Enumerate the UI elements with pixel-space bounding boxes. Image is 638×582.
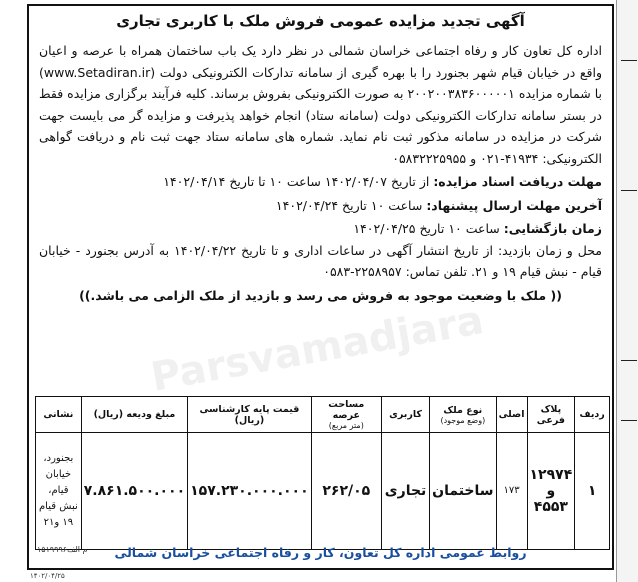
deadline-offer-value: ساعت ۱۰ تاریخ ۱۴۰۲/۰۴/۲۴ bbox=[275, 197, 423, 213]
th-plate-label: پلاک bbox=[540, 403, 562, 415]
th-usage: کاربری bbox=[381, 397, 429, 433]
cell-base-price: ۱۵۷.۲۳۰.۰۰۰.۰۰۰ bbox=[188, 433, 312, 550]
ad-code: ۱۵۱۹۹۹۶م الف bbox=[37, 545, 88, 554]
table-row bbox=[36, 433, 610, 550]
cell-row: ۱ bbox=[575, 433, 610, 550]
th-row: ردیف bbox=[575, 397, 610, 433]
th-type-label: نوع ملک bbox=[443, 404, 483, 416]
deadline-docs-value: از تاریخ ۱۴۰۲/۰۴/۰۷ ساعت ۱۰ تا تاریخ ۱۴۰۲/۰۴/۱۴ bbox=[163, 174, 430, 189]
th-base-price: قیمت پایه کارشناسی (ریال) bbox=[188, 397, 312, 433]
ad-paragraph: اداره کل تعاون کار و رفاه اجتماعی خراسان شمالی در نظر دارد یک باب ساختمان همراه با عرصه و اعیان واقع در خیابان قیام شهر بجنورد را با بهره گیری از سامانه تدارکات الکترونیکی دولت (www.Setadiran.ir) با شماره مزایده ۲۰۰۲۰۰۳۸۳۶۰۰۰۰۰۱ به صورت الکترونیکی بفروش برساند. کلیه فرآیند برگزاری مزایده فقط در بستر سامانه تدارکات الکترونیکی دولت (سامانه ستاد) انجام خواهد پذیرفت و مزایده گر می بایست جهت شرکت در مزایده در سامانه مذکور ثبت نام نماید. شماره های سامانه ستاد جهت ثبت نام و دریافت گواهی الکترونیکی: ۴۱۹۳۴-۰۲۱ و ۰۵۸۳۲۲۲۵۹۵۵ bbox=[39, 43, 602, 166]
th-deposit: مبلغ ودیعه (ریال) bbox=[81, 397, 187, 433]
opening-time bbox=[39, 218, 602, 240]
visit-info: محل و زمان بازدید: از تاریخ انتشار آگهی در ساعات اداری و تا تاریخ ۱۴۰۲/۰۴/۲۲ به آدرس بجنورد - خیابان قیام - نبش قیام ۱۹ و ۲۱. تلفن تماس: ۲۲۵۸۹۵۷-۰۵۸۳ bbox=[39, 242, 602, 279]
deadline-offer-label: آخرین مهلت ارسال پیشنهاد: bbox=[426, 197, 602, 213]
cell-address: بجنورد، خیابان قیام، نبش قیام ۱۹ و۲۱ bbox=[36, 433, 82, 550]
th-plate-sub bbox=[527, 397, 575, 433]
th-plate-sub-label: فرعی bbox=[536, 414, 565, 426]
watermark: Parsvamadjara bbox=[147, 297, 487, 401]
th-area-label: مساحت عرصه bbox=[328, 399, 365, 421]
ad-footer: روابط عمومی اداره کل تعاون، کار و رفاه اجتماعی خراسان شمالی bbox=[114, 545, 527, 560]
th-type-sub: (وضع موجود) bbox=[440, 415, 486, 425]
opening-time-value: ساعت ۱۰ تاریخ ۱۴۰۲/۰۴/۲۵ bbox=[353, 221, 500, 236]
th-plate-main: اصلی bbox=[496, 397, 527, 433]
cell-plate-main: ۱۷۳ bbox=[496, 433, 527, 550]
ad-body bbox=[39, 40, 602, 306]
publish-date-code: ۱۴۰۲/۰۴/۲۵ bbox=[30, 572, 65, 580]
cell-area: ۲۶۲/۰۵ bbox=[311, 433, 381, 550]
table-header-row bbox=[36, 397, 610, 433]
th-address: نشانی bbox=[36, 397, 82, 433]
opening-time-label: زمان بازگشایی: bbox=[503, 221, 602, 236]
th-area-sub: (متر مربع) bbox=[328, 421, 364, 430]
cell-type: ساختمان bbox=[430, 433, 496, 550]
sale-note: (( ملک با وضعیت موجود به فروش می رسد و بازدید از ملک الزامی می باشد.)) bbox=[79, 287, 562, 303]
th-area bbox=[311, 397, 381, 433]
cell-deposit: ۷.۸۶۱.۵۰۰.۰۰۰ bbox=[81, 433, 187, 550]
ad-title: آگهی تجدید مزایده عمومی فروش ملک با کاربری تجاری bbox=[116, 12, 525, 30]
property-table bbox=[35, 396, 610, 550]
adjacent-page-strip bbox=[616, 0, 638, 582]
ad-frame bbox=[27, 4, 614, 570]
cell-plate-sub: ۱۲۹۷۴ و ۴۵۵۳ bbox=[527, 433, 575, 550]
deadline-docs bbox=[39, 171, 602, 193]
cell-usage: تجاری bbox=[381, 433, 429, 550]
deadline-docs-label: مهلت دریافت اسناد مزایده: bbox=[433, 174, 602, 189]
deadline-offer bbox=[39, 195, 602, 217]
th-type bbox=[430, 397, 496, 433]
